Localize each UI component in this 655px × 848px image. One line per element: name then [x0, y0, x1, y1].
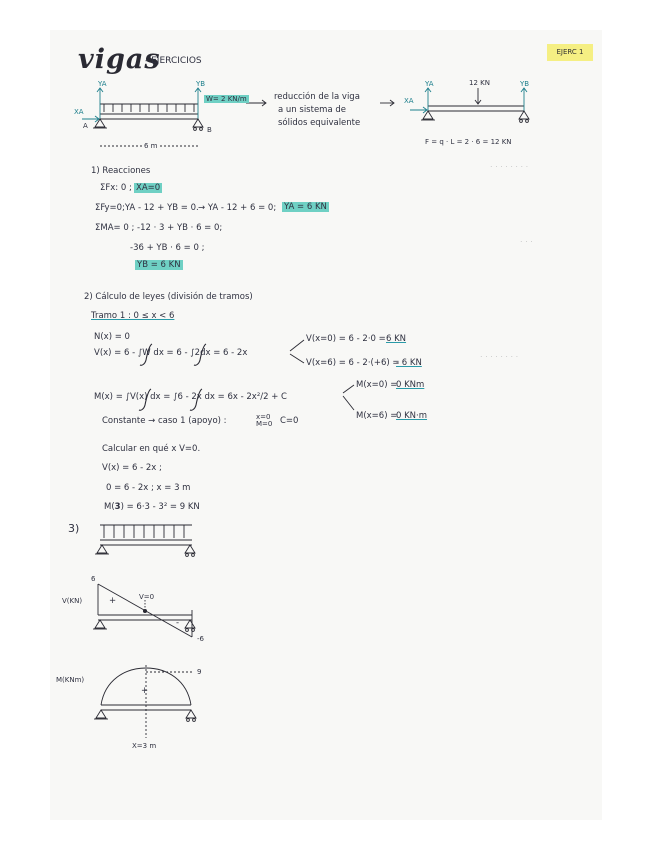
- label-ya: YA: [98, 80, 107, 88]
- label-xa: XA: [404, 97, 414, 105]
- label-ya: YA: [425, 80, 434, 88]
- moment-diagram: [94, 665, 196, 738]
- section-heading: 3): [68, 522, 80, 535]
- reduction-text-line: sólidos equivalente: [278, 118, 361, 128]
- section-heading: 2) Cálculo de leyes (división de tramos): [84, 292, 253, 302]
- result-v-at-0: 6 KN: [386, 334, 407, 344]
- label-length: 6 m: [144, 142, 158, 150]
- label-yb: YB: [196, 80, 206, 88]
- constant-result: C=0: [280, 416, 299, 426]
- shear-min-value: -6: [197, 635, 204, 643]
- equation-n: N(x) = 0: [94, 332, 130, 342]
- label-a: A: [83, 122, 88, 130]
- label-xa: XA: [74, 108, 84, 116]
- result-m-at-0: 0 KNm: [396, 380, 425, 390]
- beam-diagram-3: [95, 525, 195, 556]
- label-distributed-load: W= 2 KN/m: [206, 95, 247, 103]
- beam-diagram-1: [82, 88, 203, 146]
- equation-m-at-6: M(x=6) =: [356, 411, 398, 421]
- equation-fx: ΣFx: 0 ;: [100, 183, 132, 193]
- shear-max-value: 6: [91, 575, 96, 583]
- exercise-tag: EJERC 1: [547, 44, 593, 61]
- reduction-text-line: a un sistema de: [278, 105, 346, 115]
- calc-step-3: M(3) = 6·3 - 3² = 9 KN: [104, 502, 200, 512]
- load-arrows: [104, 104, 194, 112]
- equation-v-at-6: V(x=6) = 6 - 2·(+6) =: [306, 358, 400, 368]
- reduction-text-line: reducción de la viga: [274, 92, 360, 102]
- moment-max-position: X=3 m: [132, 742, 157, 750]
- label-yb: YB: [520, 80, 530, 88]
- equation-ma-step: -36 + YB · 6 = 0 ;: [130, 243, 205, 253]
- tramo-range: Tramo 1 : 0 ≤ x < 6: [91, 311, 175, 321]
- bleed-through-text: . . . . . . . .: [480, 350, 519, 359]
- equation-fy: ΣFy=0;YA - 12 + YB = 0.: [95, 203, 199, 213]
- shear-negative-sign: -: [176, 618, 180, 628]
- equation-v: V(x) = 6 - ∫W dx = 6 - ∫2dx = 6 - 2x: [94, 348, 248, 358]
- result-m-at-6: 0 KN·m: [396, 411, 428, 421]
- result-yb: YB = 6 KN: [137, 260, 181, 270]
- label-b: B: [207, 126, 212, 134]
- page-subtitle: - EJERCICIOS: [145, 56, 202, 66]
- equation-m: M(x) = ∫V(x) dx = ∫6 - 2x dx = 6x - 2x²/2 + C: [94, 392, 287, 402]
- bleed-through-text: . . . . . . . .: [490, 160, 529, 169]
- resultant-formula: F = q · L = 2 · 6 = 12 KN: [425, 138, 512, 146]
- equation-ma: ΣMA= 0 ; -12 · 3 + YB · 6 = 0;: [95, 223, 223, 233]
- result-xa: XA=0: [136, 183, 161, 193]
- beam-diagram-2: [410, 88, 529, 122]
- result-ya: YA = 6 KN: [284, 202, 327, 212]
- page-title: vigas: [78, 44, 161, 75]
- shear-positive-sign: +: [109, 596, 117, 606]
- shear-diagram: [93, 584, 195, 637]
- branch-arrow: [343, 385, 354, 393]
- equation-m-at-0: M(x=0) =: [356, 380, 398, 390]
- calc-heading: Calcular en qué x V=0.: [102, 444, 201, 454]
- moment-positive-sign: +: [141, 686, 149, 696]
- constant-boundary: x=0 M=0: [256, 413, 273, 428]
- shear-axis-label: V(KN): [62, 597, 83, 605]
- equation-v-at-0: V(x=0) = 6 - 2·0 =: [306, 334, 386, 344]
- shear-zero-label: V=0: [139, 593, 155, 601]
- calc-step-2: 0 = 6 - 2x ; x = 3 m: [106, 483, 191, 493]
- moment-axis-label: M(KNm): [56, 676, 85, 684]
- pin-support-a: [95, 119, 105, 127]
- branch-arrow: [290, 340, 304, 351]
- section-heading: 1) Reacciones: [91, 166, 151, 176]
- label-resultant-force: 12 KN: [469, 79, 490, 87]
- result-v-at-6: - 6 KN: [396, 358, 422, 368]
- moment-max-value: 9: [197, 668, 202, 676]
- bleed-through-text: . . .: [520, 235, 533, 244]
- roller-support-b: [193, 119, 203, 127]
- calc-step-1: V(x) = 6 - 2x ;: [102, 463, 162, 473]
- equation-fy-substituted: → YA - 12 + 6 = 0;: [198, 203, 277, 213]
- constant-condition: Constante → caso 1 (apoyo) :: [102, 416, 227, 426]
